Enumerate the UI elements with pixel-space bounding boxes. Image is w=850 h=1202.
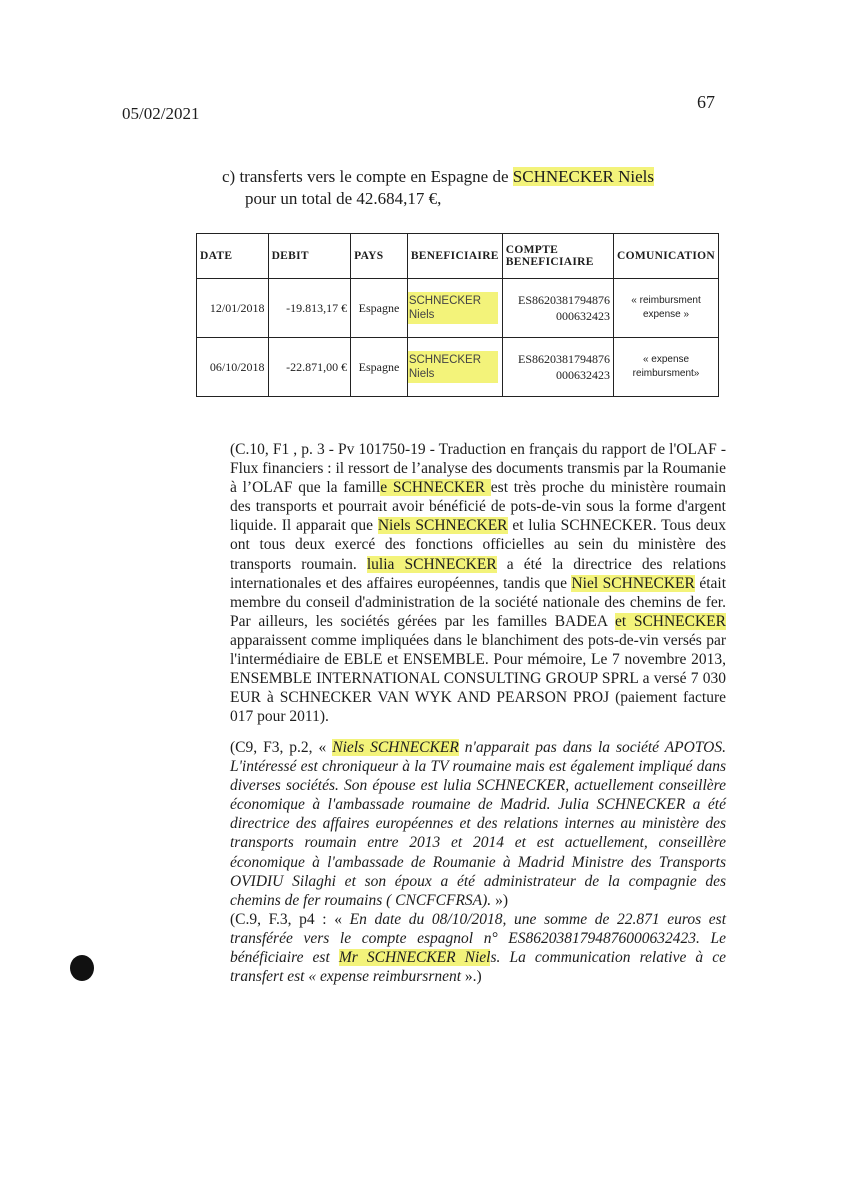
paragraph-c9-p2: (C9, F3, p.2, « Niels SCHNECKER n'apparait pas dans la société APOTOS. L'intéressé est chroniqueur à la TV roumaine mais est également impliqué dans diverses sociétés. Son épouse est lulia SCHNECKER, actuellement conseillère économique à l'ambassade roumaine de Madrid. Julia SCHNECKER a été directrice des affaires européennes et des relations internes au ministère des transports roumain entre 2013 et 2014 et est actuellement, conseillère économique à l'ambassade de Roumanie à Madrid Ministre des Transports OVIDIU Silaghi et son époux a été administrateur de la compagnie des chemins de fer roumains ( CNCFCFRSA). »)	[230, 739, 727, 909]
cell-compte: ES8620381794876 000632423	[502, 279, 613, 338]
page-number: 67	[697, 92, 715, 112]
col-header-date: DATE	[197, 234, 269, 279]
highlighted-name: SCHNECKER Niels	[408, 351, 498, 383]
document-date: 05/02/2021	[122, 104, 200, 123]
highlighted-name: SCHNECKER Niels	[408, 292, 498, 324]
cell-pays: Espagne	[351, 279, 408, 338]
cell-communication: « reimbursment expense »	[614, 279, 719, 338]
cell-date: 06/10/2018	[197, 338, 269, 397]
highlighted-name: e SCHNECKER	[380, 479, 491, 497]
transfers-table	[196, 233, 719, 397]
cell-debit: -19.813,17 €	[268, 279, 351, 338]
cell-pays: Espagne	[351, 338, 408, 397]
cell-date: 12/01/2018	[197, 279, 269, 338]
item-c-line2: pour un total de 42.684,17 €,	[245, 189, 442, 208]
cell-compte: ES8620381794876 000632423	[502, 338, 613, 397]
col-header-communication: COMUNICATION	[614, 234, 719, 279]
cell-beneficiaire	[407, 279, 502, 338]
ink-blot	[70, 955, 94, 981]
col-header-pays: PAYS	[351, 234, 408, 279]
col-header-compte: COMPTE BENEFICIAIRE	[502, 234, 613, 279]
col-header-debit: DEBIT	[268, 234, 351, 279]
highlighted-name: Mr SCHNECKER Niel	[338, 949, 491, 967]
highlighted-name: Niels SCHNECKER	[377, 517, 508, 535]
cell-debit: -22.871,00 €	[268, 338, 351, 397]
highlighted-name: SCHNECKER Niels	[512, 167, 654, 186]
item-c-line1: c) transferts vers le compte en Espagne de SCHNECKER Niels	[222, 167, 654, 186]
paragraph-olaf-report: (C.10, F1 , p. 3 - Pv 101750-19 - Traduction en français du rapport de l'OLAF - Flux financiers : il ressort de l’analyse des documents transmis par la Roumanie à l’OLAF que la famille SCHNECKER est très proche du ministère roumain des transports et pourrait avoir bénéficié de pots-de-vin sous la forme d'argent liquide. Il apparait que Niels SCHNECKER et lulia SCHNECKER. Tous deux ont tous deux exercé des fonctions officielles au sein du ministère des transports roumain. lulia SCHNECKER a été la directrice des relations internationales et des affaires européennes, tandis que Niel SCHNECKER était membre du conseil d'administration de la société nationale des chemins de fer. Par ailleurs, les sociétés gérées par les familles BADEA et SCHNECKER apparaissent comme impliquées dans le blanchiment des pots-de-vin versés par l'intermédiaire de EBLE et ENSEMBLE. Pour mémoire, Le 7 novembre 2013, ENSEMBLE INTERNATIONAL CONSULTING GROUP SPRL a versé 7 030 EUR à SCHNECKER VAN WYK AND PEARSON PROJ (paiement facture 017 pour 2011).	[230, 441, 727, 726]
highlighted-name: Niel SCHNECKER	[571, 574, 695, 592]
table-row	[197, 279, 719, 338]
table-header-row	[197, 234, 719, 279]
paragraph-c9-p4: (C.9, F.3, p4 : « En date du 08/10/2018, une somme de 22.871 euros est transférée vers le compte espagnol n° ES8620381794876000632423. Le bénéficiaire est Mr SCHNECKER Niels. La communication relative à ce transfert est « expense reimbursrnent ».)	[230, 911, 727, 986]
cell-beneficiaire	[407, 338, 502, 397]
col-header-beneficiaire: BENEFICIAIRE	[407, 234, 502, 279]
highlighted-name: Niels SCHNECKER	[332, 739, 459, 756]
cell-communication: « expense reimbursment»	[614, 338, 719, 397]
table-row	[197, 338, 719, 397]
highlighted-name: lulia SCHNECKER	[366, 555, 497, 573]
list-item-c	[222, 166, 654, 210]
highlighted-name: et SCHNECKER	[614, 612, 726, 630]
